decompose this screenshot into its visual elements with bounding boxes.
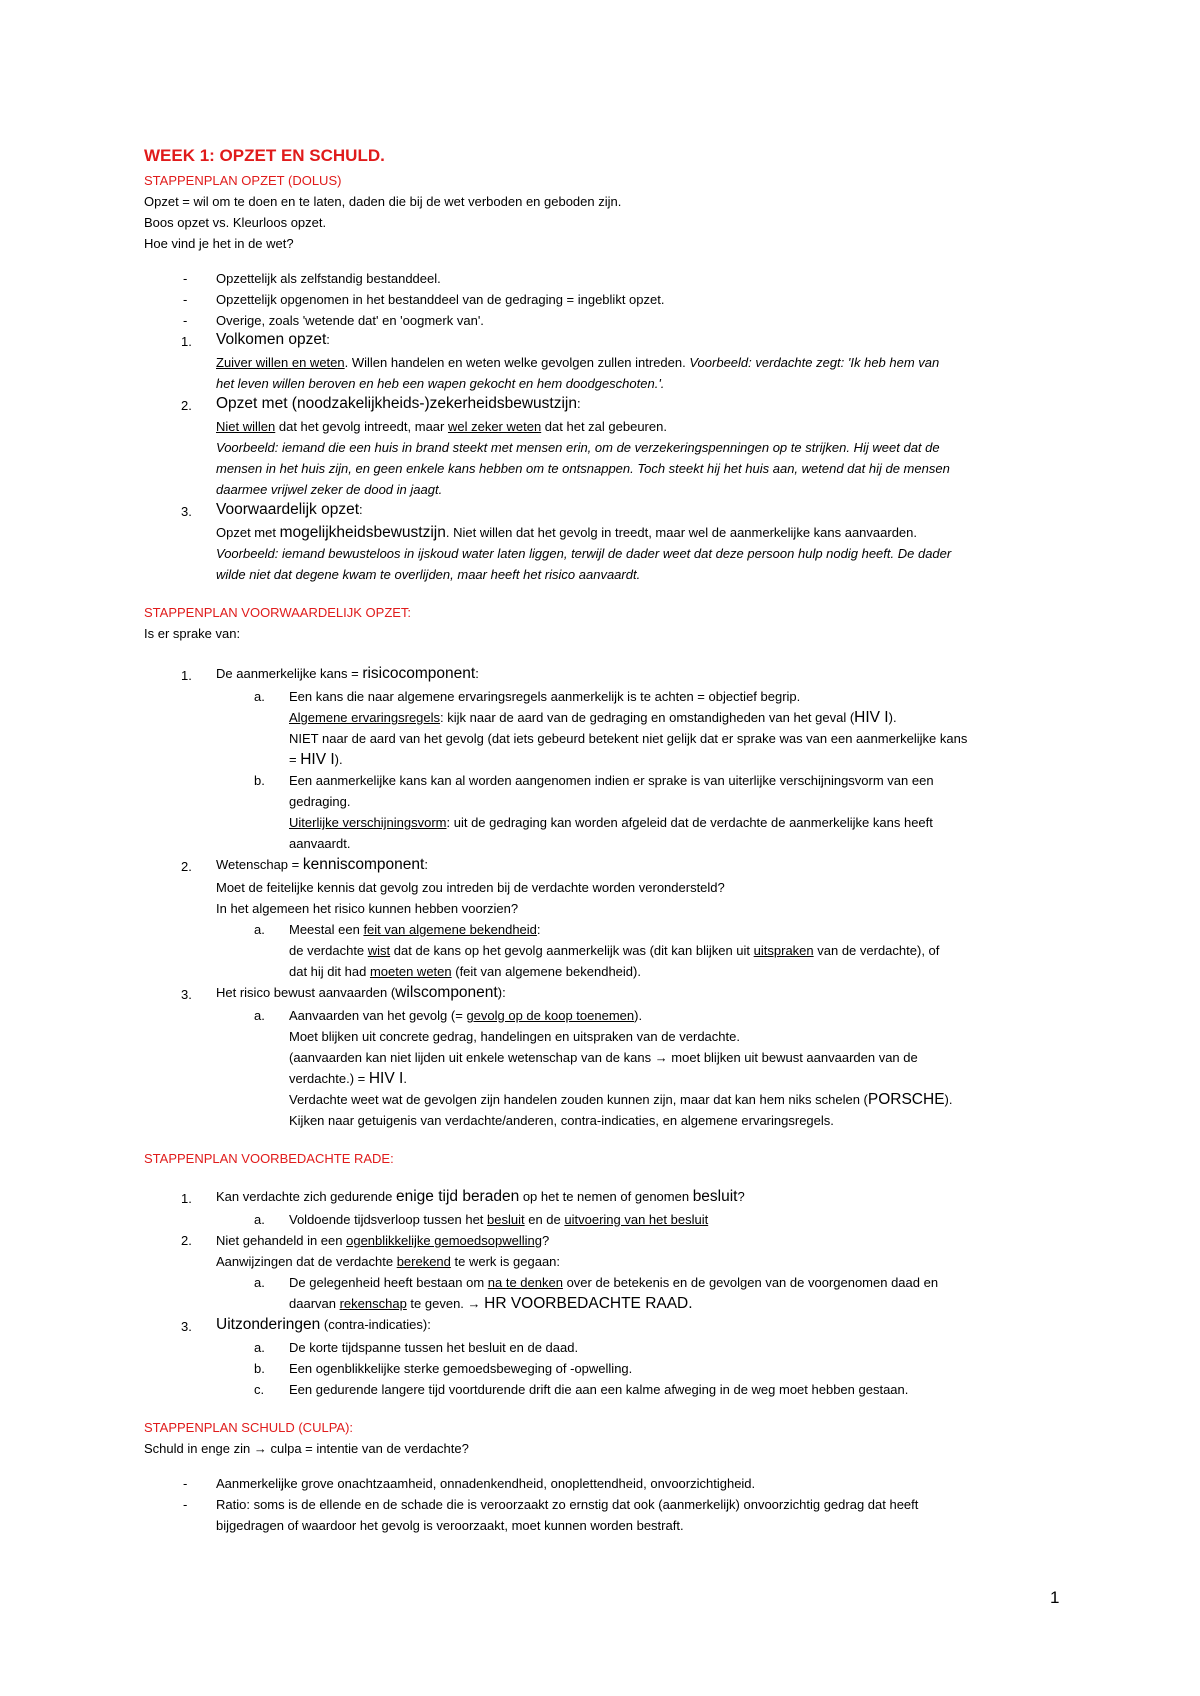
list-item-text: = HIV I). [289,751,343,768]
list-item-text: Uiterlijke verschijningsvorm: uit de gedraging kan worden afgeleid dat de verdachte de aanmerkelijke kans heeft [289,815,933,830]
list-item-text: Wetenschap = kenniscomponent: [216,856,428,873]
list-item-text: Aanwijzingen dat de verdachte berekend te werk is gegaan: [216,1254,561,1269]
list-item-text: Kijken naar getuigenis van verdachte/anderen, contra-indicaties, en algemene ervaringsregels. [289,1113,834,1128]
section-heading-voorbedachte-rade: STAPPENPLAN VOORBEDACHTE RADE: [144,1151,394,1166]
list-item-text: Opzet met mogelijkheidsbewustzijn. Niet willen dat het gevolg in treedt, maar wel de aanmerkelijke kans aanvaarden. [216,524,918,541]
list-item-text: De aanmerkelijke kans = risicocomponent: [216,665,479,682]
intro-line: Boos opzet vs. Kleurloos opzet. [144,215,327,230]
list-item-text: In het algemeen het risico kunnen hebben voorzien? [216,901,519,916]
list-item-text: daarvan rekenschap te geven. → HR VOORBEDACHTE RAAD. [289,1295,693,1312]
list-item-text: het leven willen beroven en heb een wapen gekocht en hem doodgeschoten.'. [216,376,665,391]
list-item-text: Uitzonderingen (contra-indicaties): [216,1316,431,1333]
intro-line: Schuld in enge zin → culpa = intentie van de verdachte? [144,1441,469,1456]
bullet-marker: - [183,271,188,286]
list-item: Opzettelijk opgenomen in het bestanddeel van de gedraging = ingeblikt opzet. [216,292,665,307]
list-item-text: Moet de feitelijke kennis dat gevolg zou intreden bij de verdachte worden verondersteld? [216,880,725,895]
list-item: Overige, zoals 'wetende dat' en 'oogmerk van'. [216,313,484,328]
bullet-marker: - [183,292,188,307]
bullet-marker: - [183,1497,188,1512]
list-item-text: Voorbeeld: iemand die een huis in brand steekt met mensen erin, om de verzekeringspenningen op te strijken. Hij weet dat de [216,440,940,455]
list-item-text: Algemene ervaringsregels: kijk naar de aard van de gedraging en omstandigheden van het geval (HIV I). [289,709,897,726]
page-number: 1 [1050,1588,1060,1607]
intro-line: Hoe vind je het in de wet? [144,236,294,251]
intro-line: Is er sprake van: [144,626,241,641]
list-item-text: daarmee vrijwel zeker de dood in jaagt. [216,482,443,497]
list-letter: b. [254,773,265,788]
list-item-text: Een gedurende langere tijd voortdurende drift die aan een kalme afweging in de weg moet hebben gestaan. [289,1382,909,1397]
list-item-text: Een ogenblikkelijke sterke gemoedsbeweging of -opwelling. [289,1361,633,1376]
list-letter: b. [254,1361,265,1376]
bullet-marker: - [183,313,188,328]
list-item-text: Niet gehandeld in een ogenblikkelijke gemoedsopwelling? [216,1233,550,1248]
list-item-text: de verdachte wist dat de kans op het gevolg aanmerkelijk was (dit kan blijken uit uitspraken van de verdachte), of [289,943,940,958]
list-number: 1. [181,334,192,349]
list-item-text: Een aanmerkelijke kans kan al worden aangenomen indien er sprake is van uiterlijke verschijningsvorm van een [289,773,934,788]
list-item: Opzettelijk als zelfstandig bestanddeel. [216,271,441,286]
list-item-text: Voldoende tijdsverloop tussen het besluit en de uitvoering van het besluit [289,1212,709,1227]
list-item-text: Een kans die naar algemene ervaringsregels aanmerkelijk is te achten = objectief begrip. [289,689,801,704]
list-number: 3. [181,1319,192,1334]
section-heading-schuld: STAPPENPLAN SCHULD (CULPA): [144,1420,354,1435]
list-item: bijgedragen of waardoor het gevolg is veroorzaakt, moet kunnen worden bestraft. [216,1518,684,1533]
list-item-text: De gelegenheid heeft bestaan om na te denken over de betekenis en de gevolgen van de voorgenomen daad en [289,1275,939,1290]
list-item-text: Voorbeeld: iemand bewusteloos in ijskoud water laten liggen, terwijl de dader weet dat deze persoon hulp nodig heeft. De dader [216,546,952,561]
list-item-text: Kan verdachte zich gedurende enige tijd beraden op het te nemen of genomen besluit? [216,1188,745,1205]
list-letter: a. [254,922,265,937]
list-item-text: De korte tijdspanne tussen het besluit en de daad. [289,1340,579,1355]
list-item-text: Meestal een feit van algemene bekendheid: [289,922,541,937]
list-letter: a. [254,1340,265,1355]
list-number: 1. [181,668,192,683]
list-number: 3. [181,987,192,1002]
list-item-title: Opzet met (noodzakelijkheids-)zekerheidsbewustzijn: [216,395,581,412]
list-item-text: wilde niet dat degene kwam te overlijden, maar heeft het risico aanvaardt. [216,567,641,582]
page-title: WEEK 1: OPZET EN SCHULD. [144,146,385,165]
list-item-text: mensen in het huis zijn, en geen enkele kans hebben om te ontsnappen. Toch steekt hij het huis aan, wetend dat hij de mensen [216,461,950,476]
list-letter: a. [254,1008,265,1023]
list-item-text: (aanvaarden kan niet lijden uit enkele wetenschap van de kans → moet blijken uit bewust aanvaarden van de [289,1050,918,1065]
list-item: Ratio: soms is de ellende en de schade die is veroorzaakt zo ernstig dat ook (aanmerkelijk) onvoorzichtig gedrag dat heeft [216,1497,919,1512]
list-item-text: Niet willen dat het gevolg intreedt, maar wel zeker weten dat het zal gebeuren. [216,419,667,434]
list-item: Aanmerkelijke grove onachtzaamheid, onnadenkendheid, onoplettendheid, onvoorzichtigheid. [216,1476,756,1491]
list-item-text: NIET naar de aard van het gevolg (dat iets gebeurd betekent niet gelijk dat er sprake was van een aanmerkelijke kans [289,731,968,746]
list-number: 3. [181,504,192,519]
list-letter: a. [254,1212,265,1227]
list-item-text: verdachte.) = HIV I. [289,1070,407,1087]
list-item-text: Het risico bewust aanvaarden (wilscomponent): [216,984,506,1001]
section-heading-opzet: STAPPENPLAN OPZET (DOLUS) [144,173,342,188]
list-item-text: Aanvaarden van het gevolg (= gevolg op de koop toenemen). [289,1008,643,1023]
intro-line: Opzet = wil om te doen en te laten, daden die bij de wet verboden en geboden zijn. [144,194,622,209]
list-item-title: Voorwaardelijk opzet: [216,501,363,518]
list-letter: c. [254,1382,265,1397]
list-item-text: Verdachte weet wat de gevolgen zijn handelen zouden kunnen zijn, maar dat kan hem niks schelen (PORSCHE). [289,1091,953,1108]
bullet-marker: - [183,1476,188,1491]
list-letter: a. [254,1275,265,1290]
list-number: 1. [181,1191,192,1206]
list-number: 2. [181,398,192,413]
list-item-text: aanvaardt. [289,836,351,851]
list-item-title: Volkomen opzet: [216,331,330,348]
list-item-text: Zuiver willen en weten. Willen handelen en weten welke gevolgen zullen intreden. Voorbeeld: verdachte zegt: 'Ik heb hem van [216,355,940,370]
list-letter: a. [254,689,265,704]
list-number: 2. [181,859,192,874]
list-item-text: Moet blijken uit concrete gedrag, handelingen en uitspraken van de verdachte. [289,1029,740,1044]
list-item-text: gedraging. [289,794,351,809]
list-number: 2. [181,1233,192,1248]
section-heading-voorwaardelijk: STAPPENPLAN VOORWAARDELIJK OPZET: [144,605,412,620]
list-item-text: dat hij dit had moeten weten (feit van algemene bekendheid). [289,964,641,979]
